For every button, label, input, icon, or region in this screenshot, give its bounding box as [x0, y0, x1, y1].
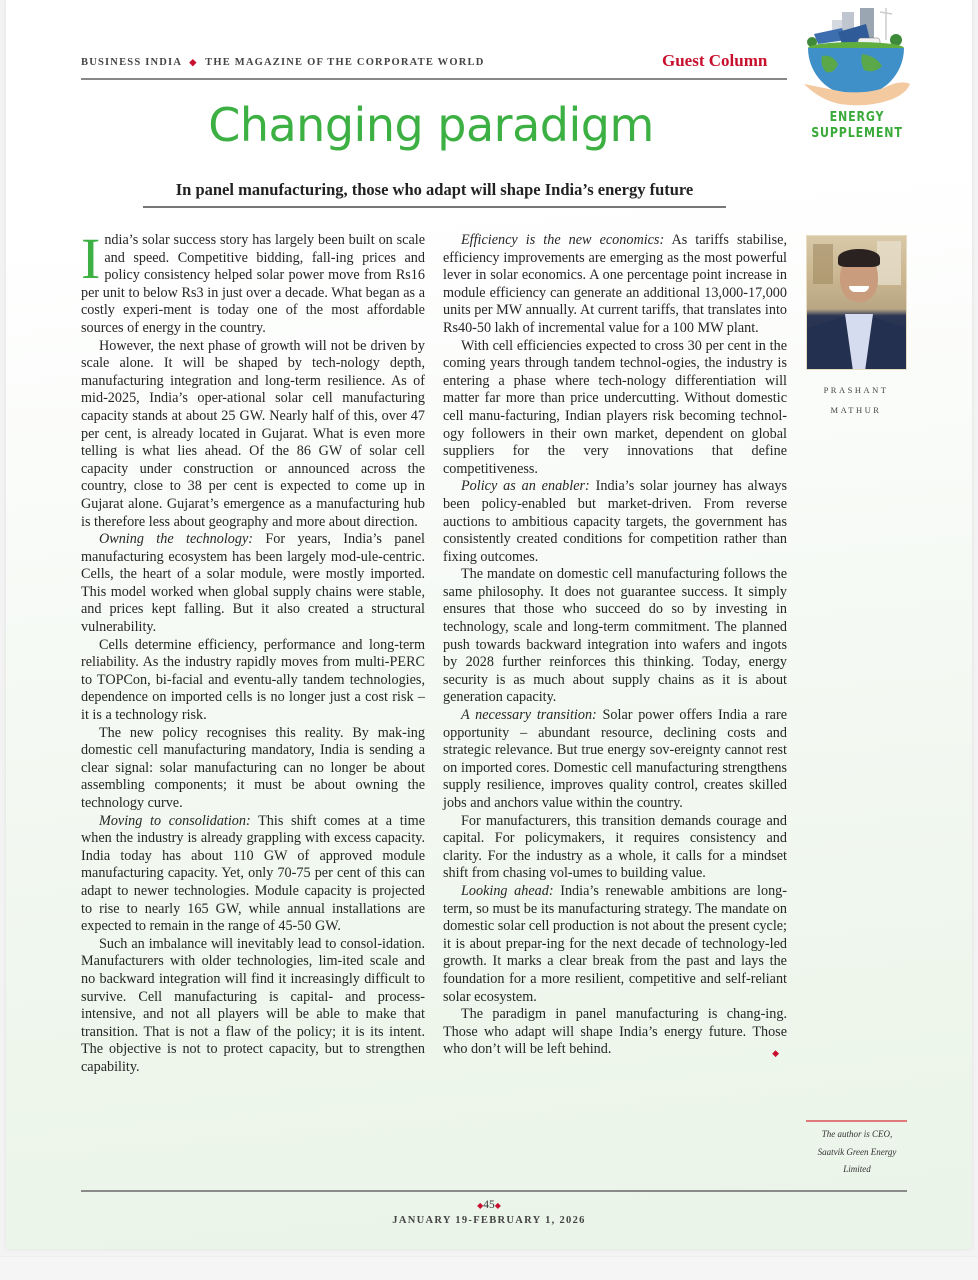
subhead-lead: Policy as an enabler:	[461, 478, 590, 495]
author-first-name: PRASHANT	[823, 385, 889, 395]
author-note-rule	[806, 1120, 907, 1122]
publication-name: BUSINESS INDIA	[81, 57, 182, 68]
article-paragraph: For manufacturers, this transition demands courage and capital. For policymakers, it requires consistency and clarity. For the industry as a whole, it calls for a mindset shift from chasing vol-umes to building value.	[443, 812, 787, 882]
end-mark-icon: ◆	[772, 1048, 779, 1059]
article-paragraph: Efficiency is the new economics: As tariffs stabilise, efficiency improvements are emerging as the most powerful lever in solar economics. A one percentage point increase in module efficiency can generate an additional 13,000-17,000 units per MW annually. At current tariffs, that translates into Rs40-50 lakh of incremental value for a 100 MW plant.	[443, 232, 787, 336]
diamond-icon: ◆	[477, 1201, 484, 1210]
subhead-lead: Moving to consolidation:	[99, 812, 251, 829]
article-paragraph: A necessary transition: Solar power offers India a rare opportunity – abundant resource, declining costs and strategic relevance. But true energy sov-ereignty cannot rest on imported cores. Domestic cell manufacturing strengthens supply resilience, improves quality control, creates skilled jobs and anchors value within the country.	[443, 707, 787, 811]
author-note: The author is CEO, Saatvik Green Energy Limited	[817, 1129, 897, 1174]
article-paragraph: Moving to consolidation: This shift comes at a time when the industry is already grappling with excess capacity. India today has about 110 GW of approved module manufacturing capacity. Yet, only 70-75 per cent of this can adapt to newer technologies. Module capacity is projected to rise to nearly 165 GW, while annual installations are expected to remain in the range of 45-50 GW.	[81, 812, 426, 935]
subhead-lead: Owning the technology:	[99, 531, 253, 548]
author-last-name: MATHUR	[830, 405, 882, 415]
author-photo	[806, 235, 907, 370]
article-paragraph: However, the next phase of growth will not be driven by scale alone. It will be shaped by tech-nology depth, manufacturing integration and long-term resilience. As of mid-2025, India’s oper-ational solar cell manufacturing capacity stands at about 25 GW. Nearly half of this, over 47 per cent, is already located in Gujarat. What is even more telling is what lies ahead. Of the 86 GW of solar cell capacity under construction or announced across the country, close to 38 per cent is expected to come up in Gujarat alone. Gujarat’s emergence as a manufacturing hub is therefore less about geography and more about direction.	[81, 337, 425, 530]
article-paragraph: The paradigm in panel manufacturing is chang-ing. Those who adapt will shape India’s energy future. Those who don’t will be left behind. ◆	[443, 1006, 787, 1059]
article-paragraph: Policy as an enabler: India’s solar journey has always been policy-enabled but market-driven. From reverse auctions to ambitious capacity targets, the government has consistently created conditions for competition rather than fixing outcomes.	[443, 478, 787, 565]
subhead-lead: Looking ahead:	[461, 882, 554, 899]
standfirst-rule	[143, 206, 726, 208]
article-column-left	[81, 226, 426, 1077]
article-standfirst: In panel manufacturing, those who adapt will shape India’s energy future	[175, 180, 694, 199]
drop-cap: I	[81, 226, 101, 291]
page-number: ◆45◆	[477, 1199, 501, 1211]
article-paragraph: Owning the technology: For years, India’s panel manufacturing ecosystem has been largely mod-ule-centric. Cells, the heart of a solar module, were mostly imported. This model worked when global supply chains were stable, and prices kept falling. But it also created a structural vulnerability.	[81, 531, 425, 636]
article-title: Changing paradigm	[208, 98, 654, 152]
subhead-lead: Efficiency is the new economics:	[461, 232, 665, 248]
magazine-page	[6, 0, 972, 1249]
issue-dates: JANUARY 19-FEBRUARY 1, 2026	[392, 1215, 586, 1226]
header-rule	[81, 78, 787, 80]
diamond-icon: ◆	[494, 1201, 501, 1210]
badge-line-1: ENERGY	[829, 110, 885, 125]
viewer-bottom-strip	[0, 1256, 978, 1280]
publication-tagline: THE MAGAZINE OF THE CORPORATE WORLD	[205, 57, 485, 68]
article-paragraph: Such an imbalance will inevitably lead to consol-idation. Manufacturers with older technologies, lim-ited scale and no backward integration will find it increasingly difficult to survive. Cell manufacturing is capital- and process-intensive, and not all players will be able to make that transition. That is not a flaw of the policy; it is its intent. The objective is not to protect capacity, but to strengthen capability.	[81, 935, 425, 1075]
article-paragraph: The mandate on domestic cell manufacturing follows the same philosophy. It does not guarantee success. It simply ensures that those who succeed do so by investing in technology, scale and long-term commitment. The planned push towards backward integration into wafers and ingots by 2028 further reinforces this thinking. Today, energy security is as much about supply chains as it is about generation capacity.	[443, 566, 787, 706]
subhead-lead: A necessary transition:	[461, 707, 597, 724]
article-paragraph: Looking ahead: India’s renewable ambitions are long-term, so must be its manufacturing strategy. The mandate on domestic solar cell production is not about the present cycle; it is about prepar-ing for the next decade of technology-led growth. It marks a clear break from the past and lays the foundation for a more resilient, competitive and self-reliant solar ecosystem.	[443, 882, 787, 1005]
article-paragraph: With cell efficiencies expected to cross 30 per cent in the coming years through tandem technol-ogies, the industry is entering a phase where tech-nology differentiation will matter far more than price undercutting. Without domestic cell manu-facturing, Indian players risk becoming technol-ogy followers in their own market, dependent on global suppliers for the very innovations that define competitiveness.	[443, 337, 787, 477]
article-paragraph: India’s solar success story has largely been built on scale and speed. Competitive bidding, fall-ing prices and policy consistency helped solar power move from Rs16 per unit to below Rs3 in just over a decade. What began as a costly experi-ment is today one of the most affordable sources of energy in the country.	[81, 226, 425, 336]
section-label: Guest Column	[662, 51, 768, 70]
article-paragraph: Cells determine efficiency, performance and long-term reliability. As the industry rapidly moves from multi-PERC to TOPCon, bi-facial and eventu-ally tandem technologies, dependence on imported cells is no longer just a cost risk – it is a technology risk.	[81, 636, 425, 724]
author-name	[801, 380, 911, 420]
article-paragraph: The new policy recognises this reality. By mak-ing domestic cell manufacturing mandatory, India is sending a clear signal: solar manufacturing can no longer be about assembling components; it must be about owning the technology curve.	[81, 724, 425, 811]
diamond-icon: ◆	[189, 57, 198, 67]
article-column-right	[443, 232, 787, 1063]
badge-line-2: SUPPLEMENT	[811, 126, 903, 141]
running-head	[81, 57, 485, 68]
footer-rule	[81, 1190, 907, 1192]
